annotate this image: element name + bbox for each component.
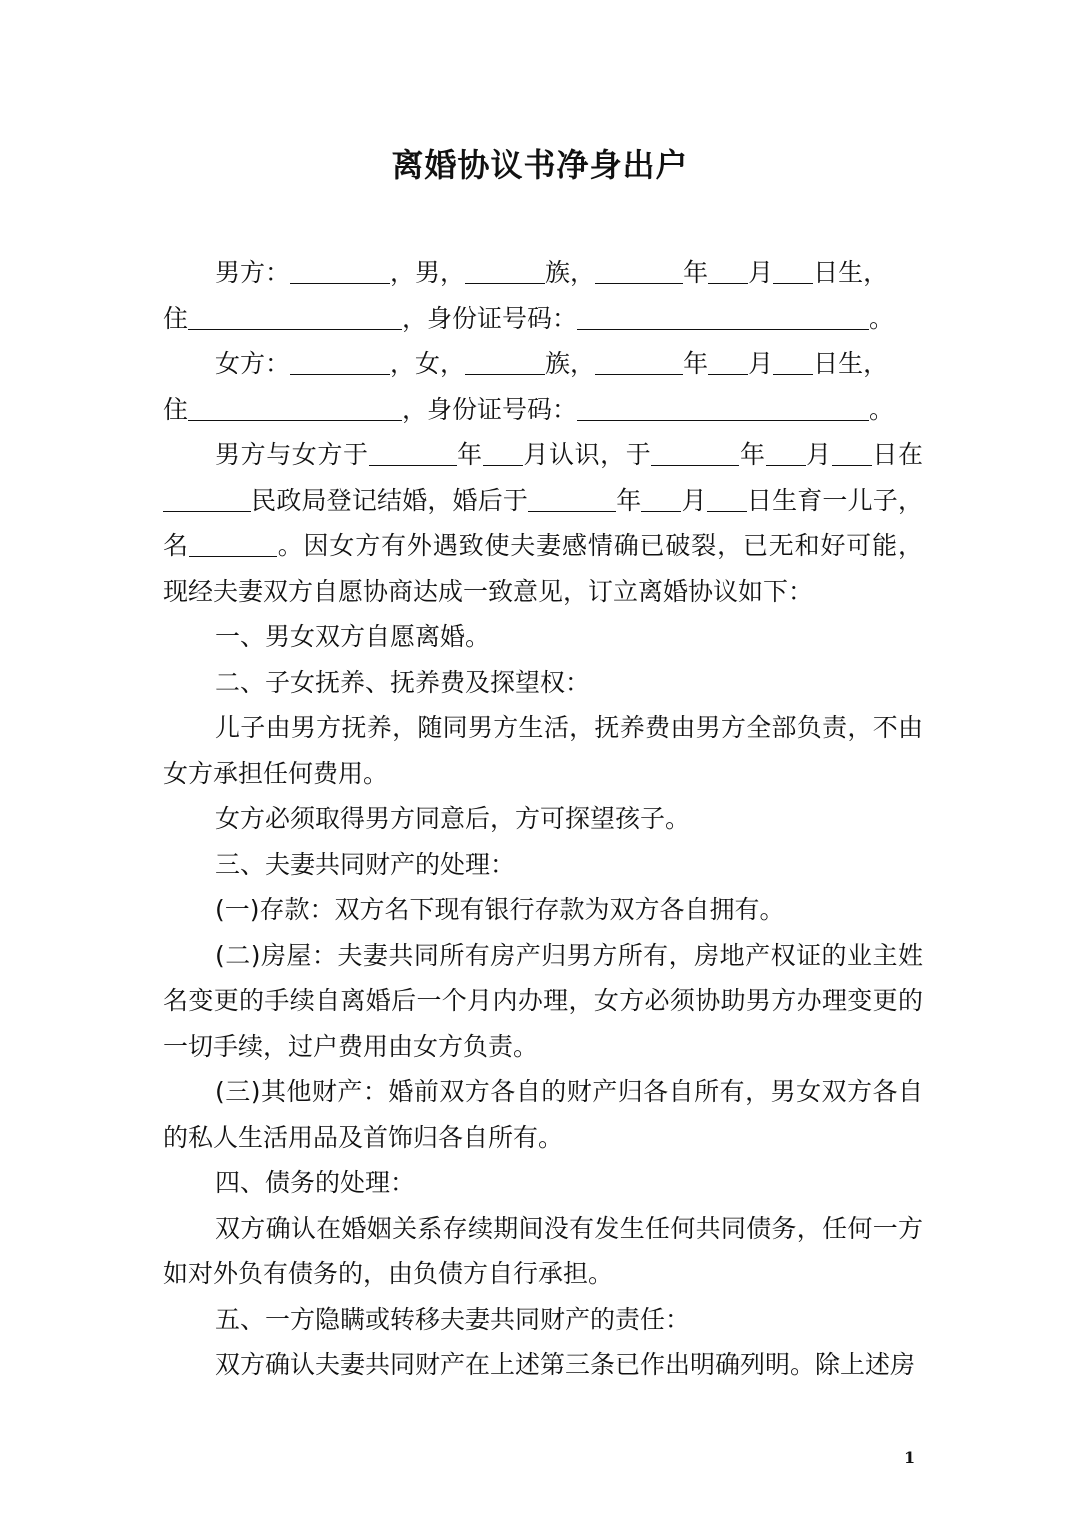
id-number-label: ，身份证号码： bbox=[402, 303, 578, 333]
male-residence-blank[interactable] bbox=[188, 303, 402, 330]
at-text: 在 bbox=[897, 440, 923, 469]
male-gender-label: 男， bbox=[415, 258, 466, 287]
clause-5-title: 五、一方隐瞒或转移夫妻共同财产的责任： bbox=[215, 1304, 691, 1334]
registered-text: 民政局登记结婚，婚后于 bbox=[251, 485, 529, 515]
document-body bbox=[163, 250, 923, 1388]
female-name-blank[interactable] bbox=[290, 348, 390, 375]
female-birth-day-blank[interactable] bbox=[773, 348, 813, 375]
female-residence-blank[interactable] bbox=[188, 394, 402, 421]
birth-day-label: 日生， bbox=[813, 258, 889, 287]
comma: ， bbox=[390, 258, 416, 287]
met-month-blank[interactable] bbox=[483, 439, 523, 466]
female-ethnicity-blank[interactable] bbox=[465, 348, 545, 375]
female-residence-paragraph bbox=[163, 387, 923, 433]
residence-label: 住 bbox=[163, 303, 189, 333]
female-party-paragraph bbox=[163, 341, 923, 387]
male-residence-paragraph bbox=[163, 296, 923, 342]
male-birth-month-blank[interactable] bbox=[708, 257, 748, 284]
month-label: 月 bbox=[681, 485, 707, 515]
document-title: 离婚协议书净身出户 bbox=[391, 146, 689, 184]
year-label: 年 bbox=[683, 258, 709, 287]
child-birth-day-blank[interactable] bbox=[707, 485, 747, 512]
male-birth-year-blank[interactable] bbox=[595, 257, 683, 284]
met-month-text: 月认识，于 bbox=[522, 440, 652, 469]
year-label: 年 bbox=[456, 440, 483, 469]
clause-4-paragraph-1: 双方确认在婚姻关系存续期间没有发生任何共同债务，任何一方如对外负有债务的，由负债方自行承担。 bbox=[163, 1213, 923, 1288]
ethnicity-label: 族， bbox=[545, 349, 596, 378]
clause-4-title: 四、债务的处理： bbox=[215, 1168, 416, 1197]
male-name-blank[interactable] bbox=[290, 257, 390, 284]
female-party-label: 女方： bbox=[215, 349, 291, 378]
intro-paragraph bbox=[163, 432, 923, 614]
comma: ， bbox=[390, 349, 416, 378]
year-label: 年 bbox=[616, 485, 642, 515]
clause-2-paragraph-2: 女方必须取得男方同意后，方可探望孩子。 bbox=[215, 804, 691, 833]
year-label: 年 bbox=[739, 440, 766, 469]
male-ethnicity-blank[interactable] bbox=[465, 257, 545, 284]
clause-1: 一、男女双方自愿离婚。 bbox=[215, 622, 491, 651]
birth-day-label: 日生， bbox=[813, 349, 889, 378]
female-birth-month-blank[interactable] bbox=[708, 348, 748, 375]
residence-label: 住 bbox=[163, 394, 189, 424]
male-birth-day-blank[interactable] bbox=[773, 257, 813, 284]
male-id-number-blank[interactable] bbox=[577, 303, 869, 330]
id-number-label: ，身份证号码： bbox=[402, 394, 578, 424]
child-name-blank[interactable] bbox=[189, 530, 277, 557]
year-label: 年 bbox=[683, 349, 709, 378]
married-year-blank[interactable] bbox=[651, 439, 739, 466]
clause-3-paragraph-1: (一)存款：双方名下现有银行存款为双方各自拥有。 bbox=[215, 895, 785, 924]
male-party-paragraph bbox=[163, 250, 923, 296]
male-party-label: 男方： bbox=[215, 258, 291, 287]
met-year-blank[interactable] bbox=[369, 439, 457, 466]
ethnicity-label: 族， bbox=[545, 258, 596, 287]
day-label: 日 bbox=[871, 440, 898, 469]
page-number: 1 bbox=[904, 1448, 916, 1467]
month-label: 月 bbox=[805, 440, 832, 469]
month-label: 月 bbox=[748, 258, 774, 287]
intro-rest-text: 。因女方有外遇致使夫妻感情确已破裂，已无和好可能，现经夫妻双方自愿协商达成一致意见，订立离婚协议如下： bbox=[163, 531, 923, 606]
female-id-number-blank[interactable] bbox=[577, 394, 869, 421]
clause-3-title: 三、夫妻共同财产的处理： bbox=[215, 849, 516, 879]
clause-2-paragraph-1: 儿子由男方抚养，随同男方生活，抚养费由男方全部负责，不由女方承担任何费用。 bbox=[163, 713, 923, 788]
child-birth-year-blank[interactable] bbox=[528, 485, 616, 512]
met-prefix-text: 男方与女方于 bbox=[215, 440, 369, 469]
clause-3-paragraph-2: (二)房屋：夫妻共同所有房产归男方所有，房地产权证的业主姓名变更的手续自离婚后一个月内办理，女方必须协助男方办理变更的一切手续，过户费用由女方负责。 bbox=[163, 940, 923, 1061]
clause-2-title: 二、子女抚养、抚养费及探望权： bbox=[215, 667, 591, 697]
female-gender-label: 女， bbox=[415, 349, 466, 378]
female-birth-year-blank[interactable] bbox=[595, 348, 683, 375]
married-month-blank[interactable] bbox=[766, 439, 806, 466]
civil-affairs-bureau-blank[interactable] bbox=[163, 485, 251, 512]
married-day-blank[interactable] bbox=[832, 439, 872, 466]
clause-3-paragraph-3: (三)其他财产：婚前双方各自的财产归各自所有，男女双方各自的私人生活用品及首饰归各自所有。 bbox=[163, 1077, 923, 1152]
period: 。 bbox=[869, 394, 895, 424]
period: 。 bbox=[869, 303, 895, 333]
month-label: 月 bbox=[748, 349, 774, 378]
child-born-text: 日生育一儿子，名 bbox=[163, 485, 923, 560]
clause-5-paragraph-1: 双方确认夫妻共同财产在上述第三条已作出明确列明。除上述房 bbox=[215, 1350, 916, 1379]
child-birth-month-blank[interactable] bbox=[641, 485, 681, 512]
